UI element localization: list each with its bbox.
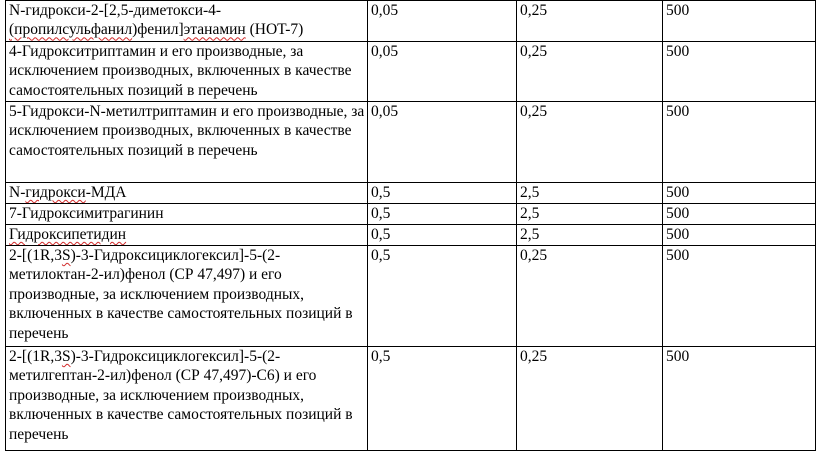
substance-name-cell (6, 42, 368, 102)
table-row (6, 204, 816, 225)
spellcheck-flagged-text: Гидроксипетидин (9, 226, 127, 243)
value-cell-col4: 500 (663, 102, 816, 183)
value-cell-col2: 0,05 (368, 1, 517, 42)
substance-table-body (6, 1, 816, 451)
name-part: N-гидрокси-2-[2,5-диметокси-4- (9, 2, 222, 19)
value-cell-col4: 500 (663, 347, 816, 451)
substance-name-cell (6, 1, 368, 42)
value-cell-col4: 500 (663, 246, 816, 347)
value-cell-col4: 500 (663, 204, 816, 225)
value-cell-col2: 0,05 (368, 42, 517, 102)
table-row (6, 347, 816, 451)
value-cell-col2: 0,5 (368, 347, 517, 451)
value-cell-col4: 500 (663, 1, 816, 42)
substance-name-cell (6, 225, 368, 246)
value-cell-col2: 0,5 (368, 183, 517, 204)
table-row (6, 102, 816, 183)
spellcheck-flagged-text: S (61, 348, 71, 365)
spellcheck-flagged-text: этанамин (183, 21, 246, 39)
table-row (6, 246, 816, 347)
name-part: N- (9, 184, 26, 201)
value-cell-col3: 2,5 (517, 225, 663, 246)
spellcheck-flagged-text: (пропилсульфанил (9, 21, 133, 39)
name-part: )-3-Гидроксициклогексил]-5-(2-метилгептан-2-ил)фенол (СР 47,497)-С6) и его производные, за исключением производных, включенных в качестве самостоятельных позиций в перечень (9, 348, 353, 443)
substance-name-cell (6, 204, 368, 225)
name-part: 2-[(1R,3 (9, 247, 62, 264)
value-cell-col3: 0,25 (517, 246, 663, 347)
table-row (6, 42, 816, 102)
value-cell-col3: 2,5 (517, 183, 663, 204)
substance-name-cell (6, 347, 368, 451)
value-cell-col4: 500 (663, 183, 816, 204)
name-part: )-3-Гидроксициклогексил]-5-(2-метилоктан-2-ил)фенол (СР 47,497) и его производные, за исключением производных, включенных в качестве самостоятельных позиций в перечень (9, 247, 353, 342)
value-cell-col2: 0,5 (368, 246, 517, 347)
value-cell-col3: 0,25 (517, 42, 663, 102)
spellcheck-flagged-text: гидрокси (25, 184, 86, 201)
name-part: )фенил] (132, 21, 184, 39)
table-row (6, 1, 816, 42)
value-cell-col3: 0,25 (517, 347, 663, 451)
substance-name-cell (6, 183, 368, 204)
name-part: (HOT-7) (245, 21, 304, 39)
value-cell-col4: 500 (663, 42, 816, 102)
value-cell-col2: 0,5 (368, 225, 517, 246)
name-part: 5-Гидрокси-N-метилтриптамин и его производные, за исключением производных, включенных в качестве самостоятельных позиций в перечень (9, 103, 365, 159)
substance-name-cell (6, 246, 368, 347)
name-part: -МДА (85, 184, 127, 201)
name-part: 7-Гидроксимитрагинин (9, 205, 164, 222)
table-row (6, 225, 816, 246)
substance-table (5, 0, 816, 451)
name-part: 4-Гидрокситриптамин и его производные, за исключением производных, включенных в качестве самостоятельных позиций в перечень (9, 43, 352, 99)
value-cell-col4: 500 (663, 225, 816, 246)
substance-name-cell (6, 102, 368, 183)
value-cell-col3: 2,5 (517, 204, 663, 225)
table-row (6, 183, 816, 204)
value-cell-col3: 0,25 (517, 102, 663, 183)
spellcheck-flagged-text: S (61, 247, 71, 264)
value-cell-col2: 0,05 (368, 102, 517, 183)
value-cell-col2: 0,5 (368, 204, 517, 225)
name-part: 2-[(1R,3 (9, 348, 62, 365)
value-cell-col3: 0,25 (517, 1, 663, 42)
